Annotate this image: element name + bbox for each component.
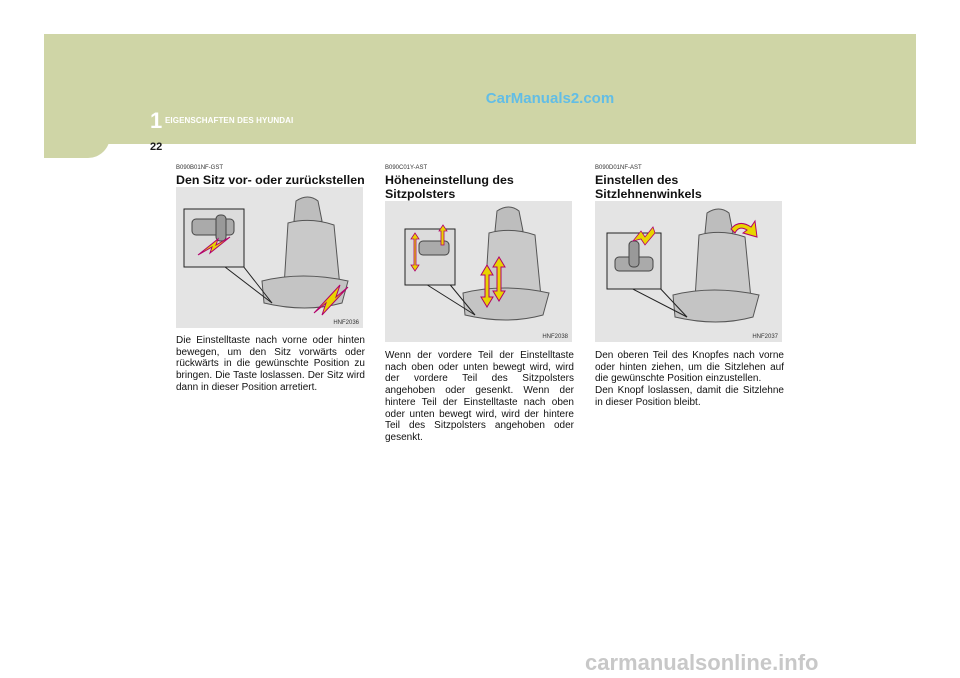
page-number-tab	[44, 136, 110, 158]
chapter-number: 1	[150, 108, 163, 133]
section-heading: Den Sitz vor- oder zurückstellen	[176, 173, 365, 187]
section-code: B090B01NF-GST	[176, 165, 224, 171]
section-seatback-angle	[595, 164, 785, 408]
seatback-angle-illustration	[595, 201, 782, 342]
section-body: Den oberen Teil des Knopfes nach vorne oder hinten ziehen, um die Sitzlehen auf die gewünschte Position einzustellen. Den Knopf loslassen, damit die Sitzlehne in dieser Position bleibt.	[595, 350, 784, 408]
chapter-title: EIGENSCHAFTEN DES HYUNDAI	[165, 116, 294, 125]
header-band	[44, 34, 916, 144]
section-code: B090C01Y-AST	[385, 165, 428, 171]
seat-slide-illustration	[176, 187, 363, 328]
figure-code: HNF2036	[333, 320, 359, 326]
section-heading: Höheneinstellung des Sitzpolsters	[385, 173, 514, 201]
watermark-link[interactable]: CarManuals2.com	[485, 90, 615, 107]
cushion-height-illustration	[385, 201, 572, 342]
seat-slide-drawing	[176, 187, 363, 328]
cushion-height-drawing	[385, 201, 572, 342]
section-body: Die Einstelltaste nach vorne oder hinten bewegen, um den Sitz vorwärts oder rückwärts in die gewünschte Position zu bringen. Die Taste loslassen. Der Sitz wird dann in dieser Position arretiert.	[176, 335, 365, 393]
section-body: Wenn der vordere Teil der Einstelltaste nach oben oder unten bewegt wird, wird der vordere Teil des Sitzpolsters angehoben oder gesenkt. Wenn der hintere Teil der Einstelltaste nach oben oder unten bewegt wird, wird der hintere Teil des Sitzpolsters angehoben oder gesenkt.	[385, 350, 574, 443]
seatback-angle-drawing	[595, 201, 782, 342]
section-cushion-height	[385, 164, 575, 443]
section-seat-fore-aft	[176, 164, 366, 393]
section-heading: Einstellen des Sitzlehnenwinkels	[595, 173, 702, 201]
figure-code: HNF2038	[542, 334, 568, 340]
watermark-footer[interactable]: carmanualsonline.info	[585, 650, 819, 675]
page-number: 22	[150, 141, 163, 153]
section-code: B090D01NF-AST	[595, 165, 642, 171]
figure-code: HNF2037	[752, 334, 778, 340]
